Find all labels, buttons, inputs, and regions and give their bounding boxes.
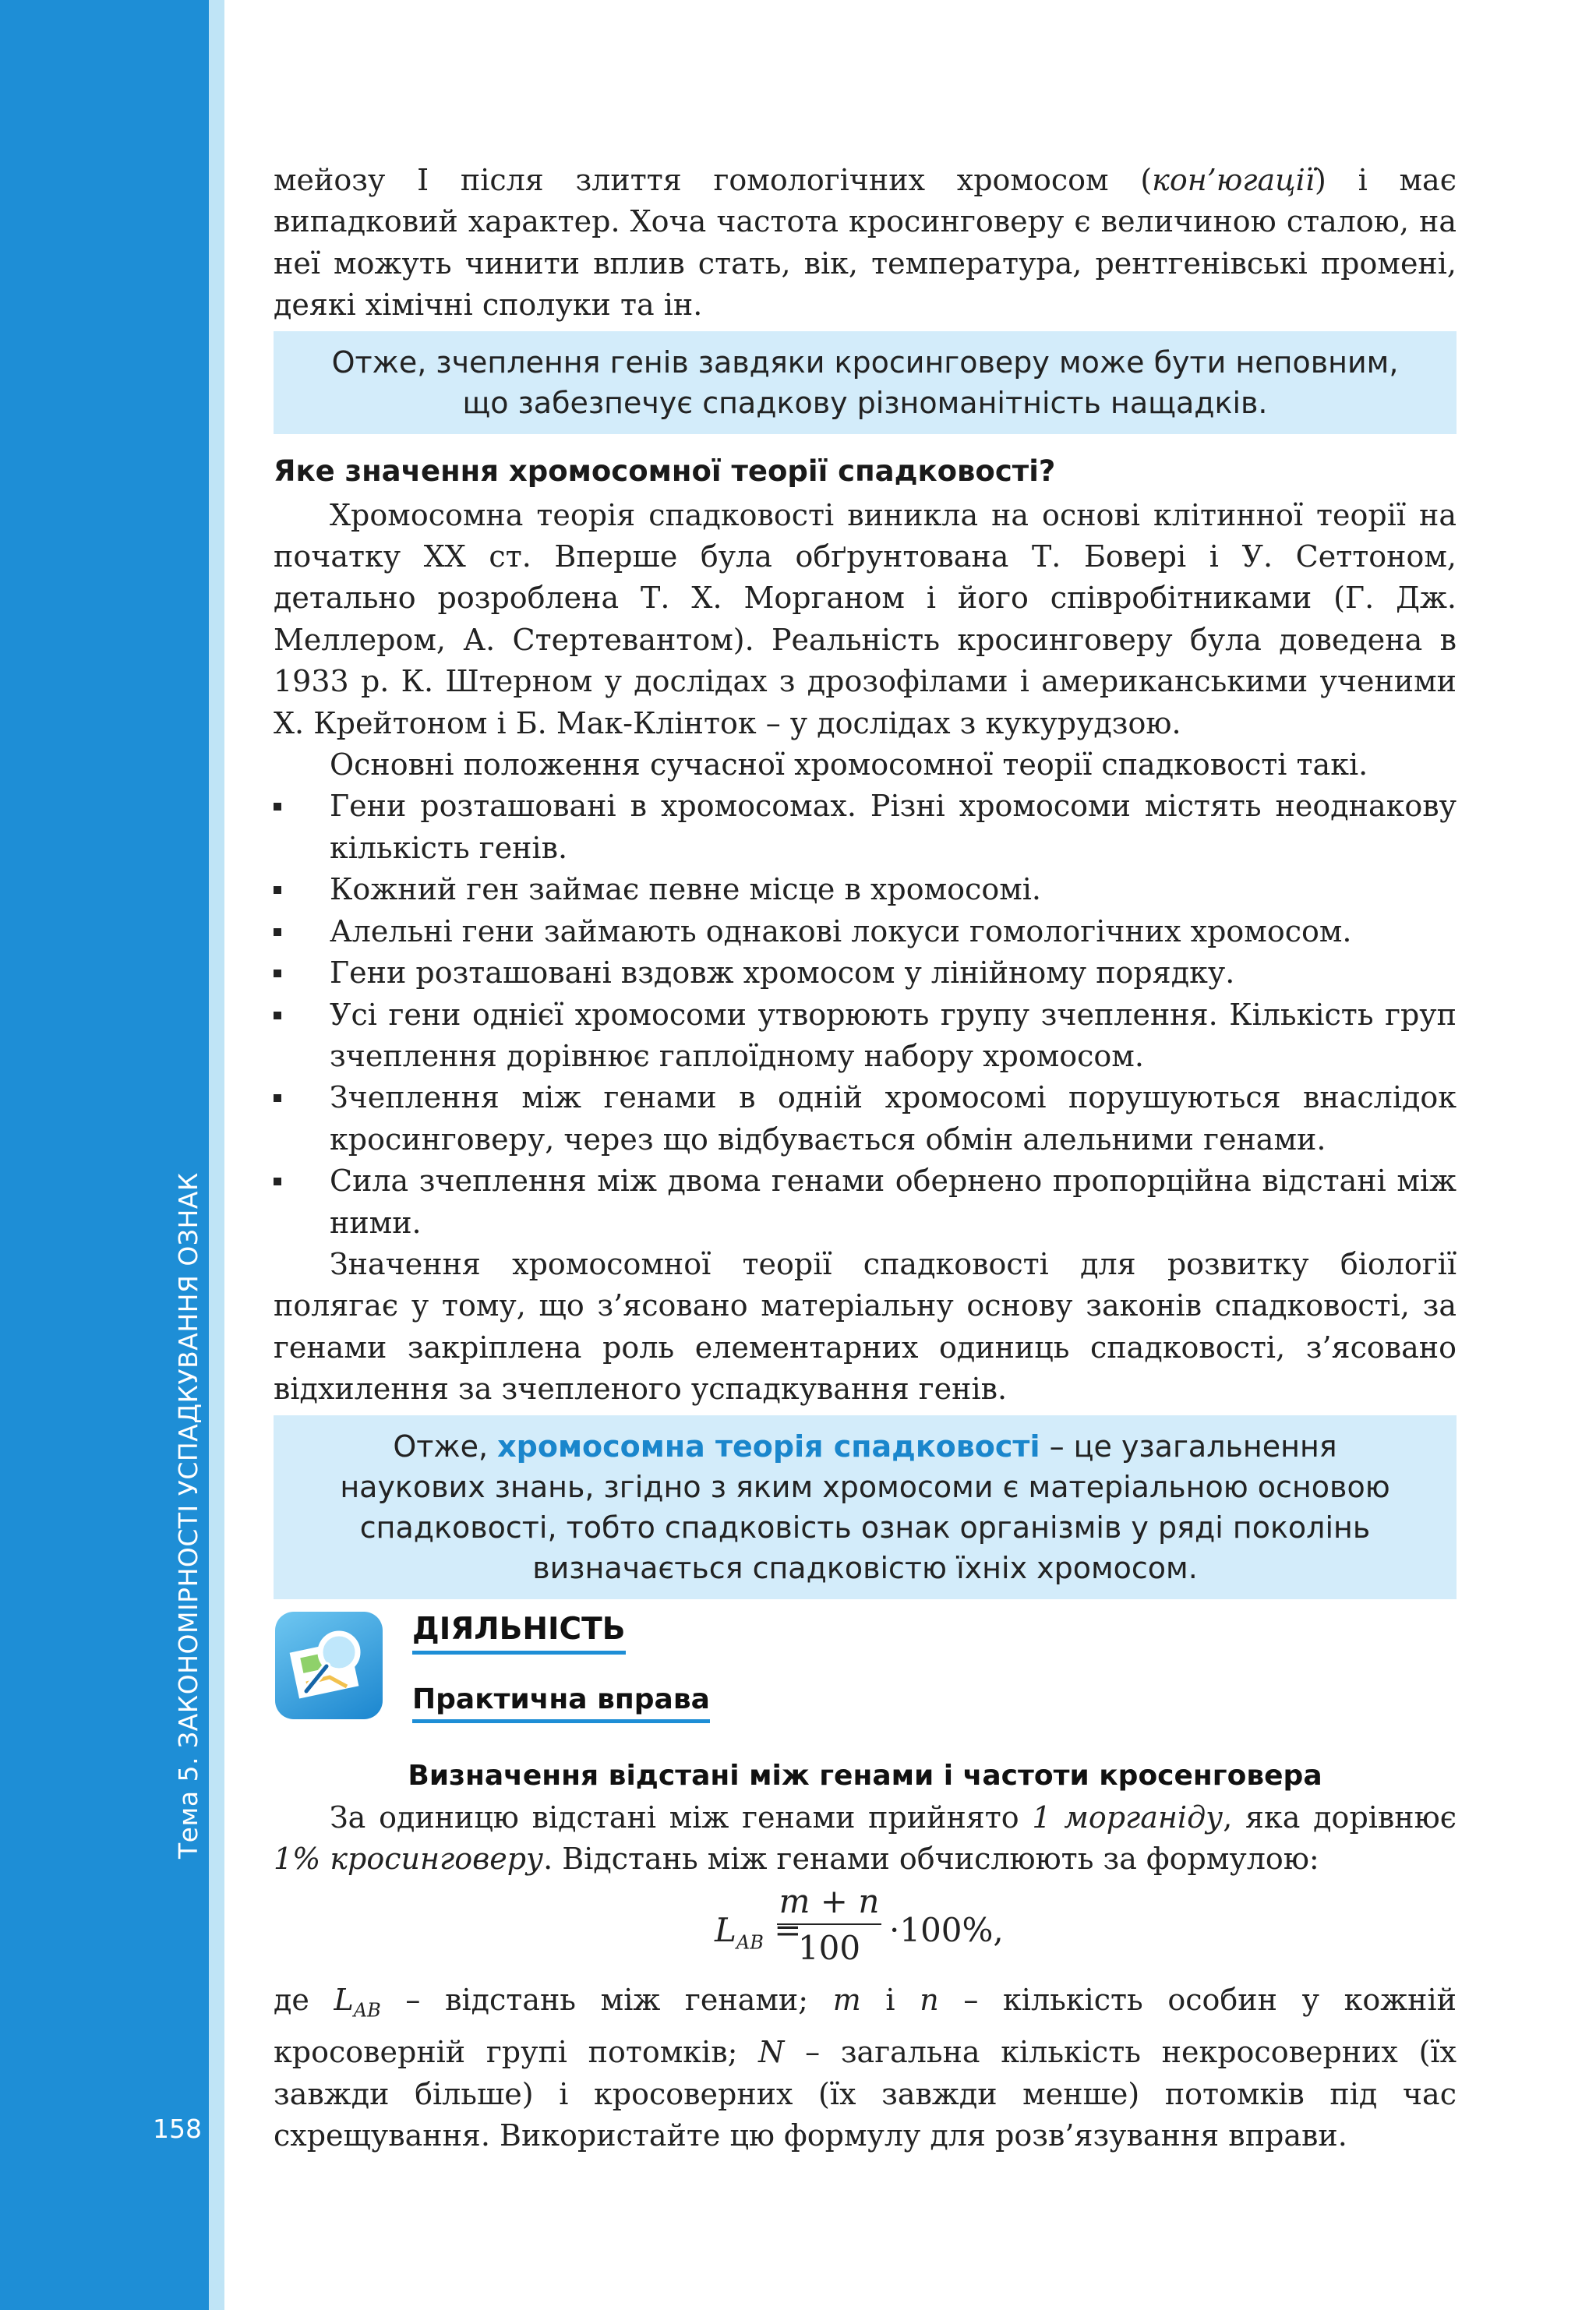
activity-heading: ДІЯЛЬНІСТЬ [412, 1610, 626, 1655]
sidebar-band [0, 0, 209, 2310]
task-title: Визначення відстані між генами і частоти кросенговера [408, 1759, 1322, 1792]
highlighted-term: хромосомна теорія спадковості [497, 1429, 1040, 1464]
term-conjugation: кон’югації [1152, 163, 1315, 197]
formula-lhs: $L_{AB}$ = [715, 1911, 802, 1954]
provisions-list [274, 786, 1457, 1243]
exercise-subheading: Практична вправа [412, 1682, 710, 1723]
page-content [274, 160, 1457, 2157]
magnifier-map-icon [275, 1612, 383, 1719]
history-paragraph: Хромосомна теорія спадковості виникла на основі клітинної теорії на початку XX ст. Вперше була обґрунтована Т. Бовері і У. Сеттоном, детально розроблена Т. Х. Морганом і його співробітниками (Г. Дж. Меллером, А. Стертевантом). Реальність кросинговеру була доведена в 1933 р. К. Штерном у дослідах з дрозофілами і американськими ученими Х. Крейтоном і Б. Мак-Клінток – у дослідах з кукурудзою. [274, 497, 1457, 740]
intro-paragraph: мейозу І після злиття гомологічних хромосом (кон’югації) і має випадковий характер. Хоча частота кросинговеру є величиною сталою, на неї можуть чинити вплив стать, вік, температура, рентгенівські промені, деякі хімічні сполуки та ін. [274, 163, 1457, 323]
formula-fraction [777, 1880, 881, 1972]
page-number: 158 [153, 2114, 202, 2144]
list-item: Гени розташовані в хромосомах. Різні хромосоми містять неоднакову кількість генів. [274, 786, 1457, 869]
distance-formula [274, 1880, 1457, 1980]
conclusion-callout-1: Отже, зчеплення генів завдяки кросинговеру може бути неповним, що забезпечує спадкову різноманітність нащадків. [274, 331, 1457, 434]
significance-paragraph: Значення хромосомної теорії спадковості для розвитку біології полягає у тому, що з’ясовано матеріальну основу законів спадковості, за генами закріплена роль елементарних одиниць спадковості, з’ясовано відхилення за зчепленого успадкування генів. [274, 1246, 1457, 1407]
formula-numerator: m + n [777, 1880, 881, 1925]
list-item: Гени розташовані вздовж хромосом у лінійному порядку. [274, 952, 1457, 994]
list-item: Алельні гени займають однакові локуси гомологічних хромосом. [274, 911, 1457, 952]
provisions-intro: Основні положення сучасної хромосомної теорії спадковості такі. [330, 747, 1368, 782]
list-item: Зчеплення між генами в одній хромосомі порушуються внаслідок кросинговеру, через що відбувається обмін алельними генами. [274, 1077, 1457, 1160]
activity-block [274, 1610, 1457, 1749]
variables-paragraph: де $L_{AB}$ – відстань між генами; m і n – кількість особин у кожній кросоверній групі потомків; N – загальна кількість некросоверних (їх завжди більше) і кросоверних (їх завжди менше) потомків під час схрещування. Використайте цю формулу для розв’язування вправи. [274, 1983, 1457, 2153]
list-item: Сила зчеплення між двома генами обернено пропорційна відстані між ними. [274, 1160, 1457, 1244]
chapter-title: Тема 5. ЗАКОНОМІРНОСТІ УСПАДКУВАННЯ ОЗНАК [173, 1172, 203, 1859]
conclusion-callout-2: Отже, хромосомна теорія спадковості – це узагальнення наукових знань, згідно з яким хромосоми є матеріальною основою спадковості, тобто спадковість ознак організмів у ряді поколінь визначається спадковістю їхніх хромосом. [274, 1415, 1457, 1599]
formula-denominator: 100 [797, 1929, 861, 1968]
unit-paragraph: За одиницю відстані між генами прийнято 1 морганіду, яка дорівнює 1% кросинговеру. Відстань між генами обчислюють за формулою: [274, 1800, 1457, 1876]
list-item: Усі гени однієї хромосоми утворюють групу зчеплення. Кількість груп зчеплення дорівнює гаплоїдному набору хромосом. [274, 994, 1457, 1078]
section-heading: Яке значення хромосомної теорії спадковості? [274, 454, 1056, 488]
formula-rhs: ·100%, [889, 1911, 1004, 1950]
list-item: Кожний ген займає певне місце в хромосомі. [274, 869, 1457, 910]
